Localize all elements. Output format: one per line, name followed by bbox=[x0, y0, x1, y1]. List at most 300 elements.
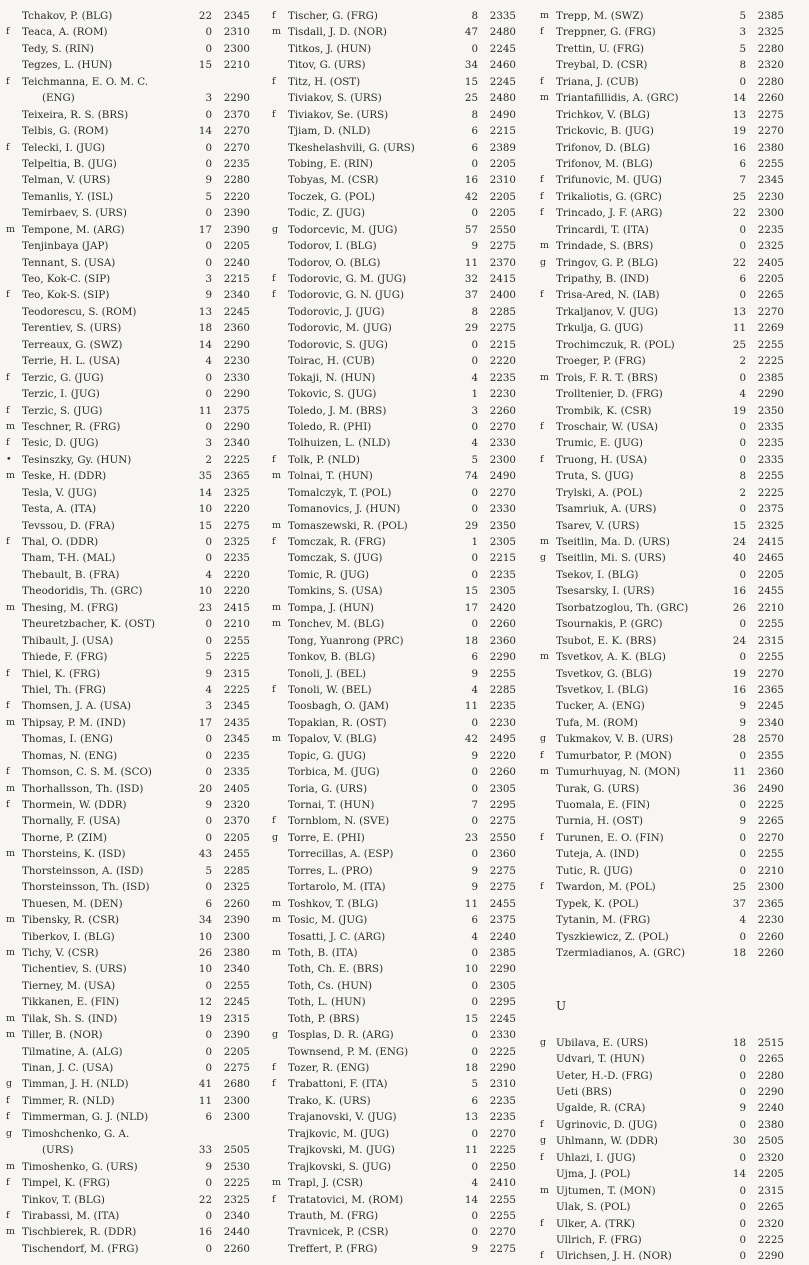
rating-value: 2290 bbox=[489, 651, 516, 664]
title-marker: m bbox=[6, 601, 16, 613]
player-row bbox=[6, 501, 268, 517]
rating-value: 2455 bbox=[489, 897, 516, 910]
title-marker: f bbox=[272, 536, 276, 547]
title-marker: f bbox=[540, 26, 544, 38]
rating-value: 2345 bbox=[223, 733, 250, 746]
title-marker: g bbox=[540, 733, 547, 745]
player-row bbox=[272, 994, 534, 1010]
games-count: 9 bbox=[739, 716, 746, 729]
player-name: Thorhallsson, Th. (ISD) bbox=[22, 782, 144, 795]
rating-value: 2325 bbox=[223, 1193, 250, 1206]
player-row bbox=[272, 912, 534, 928]
games-count: 0 bbox=[205, 26, 212, 39]
rating-value: 2260 bbox=[757, 92, 784, 105]
player-name: Truta, S. (JUG) bbox=[556, 470, 634, 483]
player-name: Trkulja, G. (JUG) bbox=[556, 322, 644, 335]
games-count: 24 bbox=[732, 536, 746, 548]
title-marker: m bbox=[540, 536, 550, 547]
player-row bbox=[540, 781, 802, 797]
player-name: Todorov, O. (BLG) bbox=[288, 256, 381, 269]
games-count: 0 bbox=[739, 503, 746, 516]
rating-value: 2495 bbox=[489, 733, 516, 746]
player-name: Titov, G. (URS) bbox=[288, 59, 366, 72]
rating-value: 2300 bbox=[757, 207, 784, 220]
player-name: Ulak, S. (POL) bbox=[556, 1201, 631, 1214]
player-row bbox=[540, 1248, 802, 1264]
player-name: Todorovic, G. N. (JUG) bbox=[288, 289, 404, 302]
player-name: Thormein, W. (DDR) bbox=[22, 799, 127, 811]
rating-value: 2240 bbox=[757, 1102, 784, 1115]
rating-value: 2365 bbox=[223, 470, 250, 483]
player-row bbox=[272, 698, 534, 714]
player-name: Terzic, S. (JUG) bbox=[22, 404, 103, 417]
title-marker: f bbox=[540, 420, 544, 432]
rating-value: 2220 bbox=[223, 585, 250, 598]
player-row bbox=[6, 1241, 268, 1257]
player-name: Trochimczuk, R. (POL) bbox=[556, 338, 675, 351]
games-count: 6 bbox=[471, 141, 478, 154]
rating-value: 2415 bbox=[489, 273, 516, 285]
player-name: Timoshchenko, G. A. bbox=[22, 1127, 130, 1140]
rating-value: 2270 bbox=[489, 486, 516, 499]
games-count: 0 bbox=[739, 831, 746, 844]
rating-value: 2360 bbox=[757, 766, 784, 779]
player-row bbox=[6, 945, 268, 961]
player-name: Tilak, Sh. S. (IND) bbox=[22, 1012, 118, 1025]
player-row bbox=[6, 74, 268, 90]
games-count: 0 bbox=[471, 946, 478, 959]
rating-value: 2305 bbox=[489, 536, 516, 548]
title-marker: m bbox=[540, 651, 550, 663]
rating-value: 2285 bbox=[223, 864, 250, 877]
player-row bbox=[272, 205, 534, 221]
player-row bbox=[540, 633, 802, 649]
games-count: 22 bbox=[198, 1193, 212, 1206]
player-name: Troeger, P. (FRG) bbox=[556, 355, 646, 368]
rating-value: 2325 bbox=[223, 881, 250, 894]
player-name: Thiel, K. (FRG) bbox=[22, 667, 101, 680]
rating-value: 2415 bbox=[223, 601, 250, 614]
player-row bbox=[272, 616, 534, 632]
games-count: 5 bbox=[205, 864, 212, 877]
rating-value: 2330 bbox=[489, 437, 516, 450]
rating-value: 2280 bbox=[223, 174, 250, 187]
rating-value: 2270 bbox=[757, 831, 784, 844]
games-count: 10 bbox=[198, 930, 212, 943]
player-name: Ueti (BRS) bbox=[556, 1086, 612, 1098]
player-row bbox=[6, 550, 268, 566]
games-count: 0 bbox=[471, 979, 478, 992]
player-row bbox=[272, 961, 534, 977]
player-row bbox=[272, 386, 534, 402]
games-count: 8 bbox=[471, 108, 478, 121]
player-name: Tkeshelashvili, G. (URS) bbox=[288, 141, 415, 154]
games-count: 16 bbox=[464, 174, 478, 187]
rating-value: 2230 bbox=[489, 388, 516, 401]
player-name: Tringov, G. P. (BLG) bbox=[556, 256, 659, 269]
rating-value: 2265 bbox=[757, 1201, 784, 1214]
player-name: Ulrichsen, J. H. (NOR) bbox=[556, 1250, 672, 1263]
player-row bbox=[6, 238, 268, 254]
rating-value: 2220 bbox=[223, 568, 250, 581]
rating-value: 2435 bbox=[223, 716, 250, 729]
player-row bbox=[6, 1093, 268, 1109]
rating-value: 2340 bbox=[223, 289, 250, 302]
games-count: 4 bbox=[739, 388, 746, 401]
games-count: 25 bbox=[732, 190, 746, 203]
rating-value: 2235 bbox=[757, 437, 784, 450]
title-marker: g bbox=[540, 1135, 547, 1147]
player-row bbox=[6, 1060, 268, 1076]
player-row bbox=[6, 1208, 268, 1224]
games-count: 9 bbox=[205, 667, 212, 680]
rating-value: 2390 bbox=[223, 914, 250, 927]
games-count: 26 bbox=[198, 946, 212, 959]
player-row bbox=[272, 337, 534, 353]
title-marker: m bbox=[6, 914, 16, 926]
rating-value: 2300 bbox=[223, 1094, 250, 1107]
games-count: 47 bbox=[464, 26, 478, 39]
player-name: Tompa, J. (HUN) bbox=[288, 601, 374, 614]
player-row bbox=[6, 649, 268, 665]
title-marker: m bbox=[272, 897, 282, 909]
games-count: 9 bbox=[471, 240, 478, 253]
rating-value: 2310 bbox=[489, 1078, 516, 1091]
games-count: 13 bbox=[198, 305, 212, 318]
title-marker: f bbox=[540, 1250, 544, 1262]
player-name: Trettin, U. (FRG) bbox=[556, 42, 645, 55]
rating-value: 2315 bbox=[223, 1012, 250, 1025]
games-count: 9 bbox=[471, 667, 478, 680]
player-row bbox=[6, 731, 268, 747]
rating-value: 2275 bbox=[489, 322, 516, 335]
rating-value: 2305 bbox=[489, 782, 516, 795]
games-count: 43 bbox=[198, 848, 212, 861]
rating-value: 2320 bbox=[757, 59, 784, 72]
rating-value: 2270 bbox=[757, 305, 784, 318]
games-count: 6 bbox=[205, 1111, 212, 1124]
player-row bbox=[272, 74, 534, 90]
player-row bbox=[272, 929, 534, 945]
games-count: 15 bbox=[464, 1012, 478, 1025]
title-marker: g bbox=[272, 1029, 279, 1041]
games-count: 57 bbox=[464, 223, 478, 236]
title-marker: m bbox=[540, 10, 550, 21]
games-count: 25 bbox=[732, 881, 746, 894]
rating-value: 2350 bbox=[757, 404, 784, 417]
games-count: 0 bbox=[739, 1201, 746, 1214]
player-name: Tumurhuyag, N. (MON) bbox=[556, 766, 681, 779]
player-row bbox=[272, 255, 534, 271]
games-count: 0 bbox=[739, 1250, 746, 1263]
games-count: 0 bbox=[471, 42, 478, 55]
games-count: 17 bbox=[198, 716, 212, 729]
player-name: Thorne, P. (ZIM) bbox=[22, 831, 108, 844]
rating-value: 2260 bbox=[757, 946, 784, 959]
games-count: 4 bbox=[739, 914, 746, 927]
player-row bbox=[6, 222, 268, 238]
title-marker: m bbox=[272, 733, 282, 745]
player-name: Tolnai, T. (HUN) bbox=[288, 470, 373, 483]
player-row bbox=[540, 731, 802, 747]
rating-value: 2235 bbox=[489, 568, 516, 581]
games-count: 25 bbox=[732, 338, 746, 351]
player-name: Tilmatine, A. (ALG) bbox=[22, 1045, 123, 1058]
player-name: Thebault, B. (FRA) bbox=[22, 568, 120, 581]
games-count: 11 bbox=[464, 256, 478, 269]
rating-value: 2225 bbox=[757, 486, 784, 499]
rating-value: 2255 bbox=[757, 618, 784, 631]
player-row bbox=[540, 600, 802, 616]
player-row bbox=[6, 485, 268, 501]
player-name: Todorovic, G. M. (JUG) bbox=[288, 273, 407, 285]
player-row bbox=[272, 1060, 534, 1076]
rating-value: 2550 bbox=[489, 223, 516, 236]
title-marker: f bbox=[6, 75, 10, 87]
title-marker: f bbox=[540, 289, 544, 301]
games-count: 0 bbox=[739, 1053, 746, 1066]
player-name: Testa, A. (ITA) bbox=[22, 503, 97, 516]
player-row bbox=[6, 846, 268, 862]
title-marker: f bbox=[272, 815, 276, 827]
player-row bbox=[540, 107, 802, 123]
player-row bbox=[272, 748, 534, 764]
player-name: Thomson, C. S. M. (SCO) bbox=[22, 766, 152, 779]
player-row bbox=[272, 1027, 534, 1043]
player-name: Thibault, J. (USA) bbox=[22, 634, 114, 647]
games-count: 24 bbox=[732, 634, 746, 647]
games-count: 35 bbox=[198, 470, 212, 483]
games-count: 15 bbox=[464, 75, 478, 88]
rating-value: 2220 bbox=[223, 190, 250, 203]
player-name: Tevssou, D. (FRA) bbox=[22, 519, 115, 532]
player-row bbox=[540, 123, 802, 139]
games-count: 0 bbox=[471, 815, 478, 828]
player-row bbox=[540, 337, 802, 353]
rating-value: 2305 bbox=[489, 979, 516, 992]
player-row bbox=[272, 731, 534, 747]
games-count: 18 bbox=[732, 946, 746, 959]
title-marker: m bbox=[272, 26, 282, 38]
rating-value: 2205 bbox=[489, 190, 516, 203]
rating-value: 2275 bbox=[489, 815, 516, 828]
player-name: Teichmanna, E. O. M. C. bbox=[22, 75, 149, 88]
player-name: Tsvetkov, A. K. (BLG) bbox=[556, 651, 666, 664]
player-row bbox=[6, 1159, 268, 1175]
player-row bbox=[540, 583, 802, 599]
player-name: Thipsay, P. M. (IND) bbox=[22, 716, 126, 729]
rating-value: 2300 bbox=[223, 1111, 250, 1124]
rating-value: 2235 bbox=[489, 1094, 516, 1107]
games-count: 0 bbox=[471, 420, 478, 433]
rating-value: 2325 bbox=[223, 486, 250, 499]
player-row bbox=[540, 1051, 802, 1067]
rating-value: 2260 bbox=[489, 404, 516, 417]
player-name: Udvari, T. (HUN) bbox=[556, 1053, 645, 1066]
player-row bbox=[540, 1035, 802, 1051]
player-name: Toledo, J. M. (BRS) bbox=[288, 404, 387, 417]
player-name: Torres, L. (PRO) bbox=[288, 864, 373, 877]
games-count: 14 bbox=[732, 92, 746, 105]
title-marker: m bbox=[272, 946, 282, 958]
rating-value: 2305 bbox=[489, 585, 516, 598]
games-count: 4 bbox=[205, 568, 212, 581]
player-row bbox=[540, 896, 802, 912]
rating-value: 2415 bbox=[757, 536, 784, 548]
player-row bbox=[6, 41, 268, 57]
games-count: 0 bbox=[471, 1226, 478, 1239]
player-row bbox=[540, 271, 802, 287]
player-name: Tuomala, E. (FIN) bbox=[556, 799, 650, 811]
player-name: (URS) bbox=[42, 1144, 74, 1157]
rating-value: 2290 bbox=[223, 420, 250, 433]
player-name: Trauth, M. (FRG) bbox=[288, 1209, 379, 1222]
title-marker: m bbox=[6, 470, 16, 482]
rating-value: 2385 bbox=[757, 371, 784, 384]
title-marker: m bbox=[6, 1160, 16, 1172]
player-row bbox=[540, 879, 802, 895]
rating-value: 2210 bbox=[223, 618, 250, 631]
player-row bbox=[540, 41, 802, 57]
games-count: 0 bbox=[205, 552, 212, 565]
games-count: 18 bbox=[198, 322, 212, 335]
games-count: 17 bbox=[464, 601, 478, 614]
player-row bbox=[540, 1232, 802, 1248]
rating-value: 2260 bbox=[489, 766, 516, 779]
rating-value: 2205 bbox=[757, 273, 784, 285]
player-row bbox=[6, 748, 268, 764]
player-name: Trkaljanov, V. (JUG) bbox=[556, 305, 659, 318]
player-row bbox=[6, 1044, 268, 1060]
player-name: Trumic, E. (JUG) bbox=[556, 437, 643, 450]
player-name: Tonkov, B. (BLG) bbox=[288, 651, 376, 664]
player-name: Tsarev, V. (URS) bbox=[556, 519, 640, 532]
games-count: 11 bbox=[464, 1144, 478, 1157]
games-count: 0 bbox=[739, 848, 746, 861]
player-name: Trincardi, T. (ITA) bbox=[556, 223, 649, 236]
player-row bbox=[540, 238, 802, 254]
player-name: Timmer, R. (NLD) bbox=[22, 1094, 115, 1107]
player-name: Teaca, A. (ROM) bbox=[22, 26, 108, 39]
rating-value: 2205 bbox=[757, 1168, 784, 1181]
games-count: 2 bbox=[739, 486, 746, 499]
player-name: Tiberkov, I. (BLG) bbox=[22, 930, 115, 943]
games-count: 0 bbox=[205, 536, 212, 548]
column-2 bbox=[272, 8, 534, 1257]
title-marker: f bbox=[272, 1062, 276, 1073]
player-name: Tonoli, W. (BEL) bbox=[288, 683, 372, 696]
games-count: 6 bbox=[205, 897, 212, 910]
games-count: 6 bbox=[739, 273, 746, 285]
title-marker: m bbox=[272, 601, 282, 613]
games-count: 0 bbox=[471, 1209, 478, 1222]
title-marker: m bbox=[540, 371, 550, 383]
player-row bbox=[272, 1109, 534, 1125]
games-count: 0 bbox=[205, 618, 212, 631]
games-count: 17 bbox=[198, 223, 212, 236]
player-name: Tornai, T. (HUN) bbox=[288, 799, 375, 811]
games-count: 0 bbox=[739, 223, 746, 236]
player-row bbox=[540, 1166, 802, 1182]
rating-value: 2205 bbox=[489, 207, 516, 220]
games-count: 4 bbox=[471, 930, 478, 943]
player-row bbox=[6, 304, 268, 320]
player-row bbox=[540, 403, 802, 419]
player-row bbox=[6, 189, 268, 205]
games-count: 0 bbox=[471, 157, 478, 170]
rating-value: 2270 bbox=[489, 420, 516, 433]
rating-value: 2480 bbox=[489, 26, 516, 39]
player-row bbox=[272, 107, 534, 123]
games-count: 14 bbox=[464, 1193, 478, 1206]
player-name: Tosplas, D. R. (ARG) bbox=[288, 1029, 394, 1042]
rating-value: 2205 bbox=[489, 157, 516, 170]
player-name: Tinan, J. C. (USA) bbox=[22, 1062, 114, 1074]
player-row bbox=[6, 600, 268, 616]
player-name: Toth, P. (BRS) bbox=[288, 1012, 360, 1025]
rating-value: 2390 bbox=[223, 1029, 250, 1042]
player-name: Todorovic, J. (JUG) bbox=[288, 305, 385, 318]
games-count: 19 bbox=[732, 125, 746, 138]
games-count: 34 bbox=[464, 59, 478, 72]
rating-value: 2340 bbox=[757, 716, 784, 729]
rating-value: 2370 bbox=[223, 815, 250, 828]
player-name: Topakian, R. (OST) bbox=[288, 716, 387, 729]
rating-value: 2330 bbox=[489, 1029, 516, 1042]
player-name: (ENG) bbox=[42, 92, 75, 105]
player-row bbox=[540, 485, 802, 501]
rating-value: 2265 bbox=[757, 815, 784, 828]
title-marker: f bbox=[6, 141, 10, 153]
player-row bbox=[6, 1027, 268, 1043]
player-name: Trepp, M. (SWZ) bbox=[556, 10, 644, 22]
player-name: Tolhuizen, L. (NLD) bbox=[288, 437, 391, 450]
player-row bbox=[6, 172, 268, 188]
player-row bbox=[6, 353, 268, 369]
games-count: 0 bbox=[471, 782, 478, 795]
player-name: Turunen, E. O. (FIN) bbox=[556, 831, 664, 844]
rating-value: 2550 bbox=[489, 831, 516, 844]
rating-value: 2330 bbox=[489, 503, 516, 516]
player-row bbox=[6, 468, 268, 484]
rating-value: 2235 bbox=[757, 223, 784, 236]
player-row bbox=[540, 1084, 802, 1100]
player-name: Tomanovics, J. (HUN) bbox=[288, 503, 401, 516]
player-name: Thomsen, J. A. (USA) bbox=[22, 700, 132, 713]
rating-value: 2210 bbox=[757, 601, 784, 614]
games-count: 1 bbox=[471, 536, 478, 548]
player-name: Telecki, I. (JUG) bbox=[22, 141, 106, 154]
games-count: 9 bbox=[739, 700, 746, 713]
title-marker: m bbox=[272, 914, 282, 926]
player-name: Triantafillidis, A. (GRC) bbox=[556, 92, 679, 105]
player-row bbox=[272, 797, 534, 813]
player-row bbox=[272, 550, 534, 566]
games-count: 4 bbox=[471, 371, 478, 384]
player-name: Thorsteins, K. (ISD) bbox=[22, 848, 126, 861]
player-row bbox=[272, 781, 534, 797]
games-count: 5 bbox=[739, 10, 746, 22]
player-name: Tosic, M. (JUG) bbox=[288, 914, 368, 927]
games-count: 29 bbox=[464, 322, 478, 335]
player-row bbox=[272, 682, 534, 698]
title-marker: m bbox=[6, 420, 16, 432]
title-marker: • bbox=[6, 453, 12, 465]
games-count: 0 bbox=[205, 1209, 212, 1222]
title-marker: m bbox=[6, 848, 16, 860]
player-name: Thorsteinsson, Th. (ISD) bbox=[22, 881, 150, 894]
player-row bbox=[6, 1224, 268, 1240]
